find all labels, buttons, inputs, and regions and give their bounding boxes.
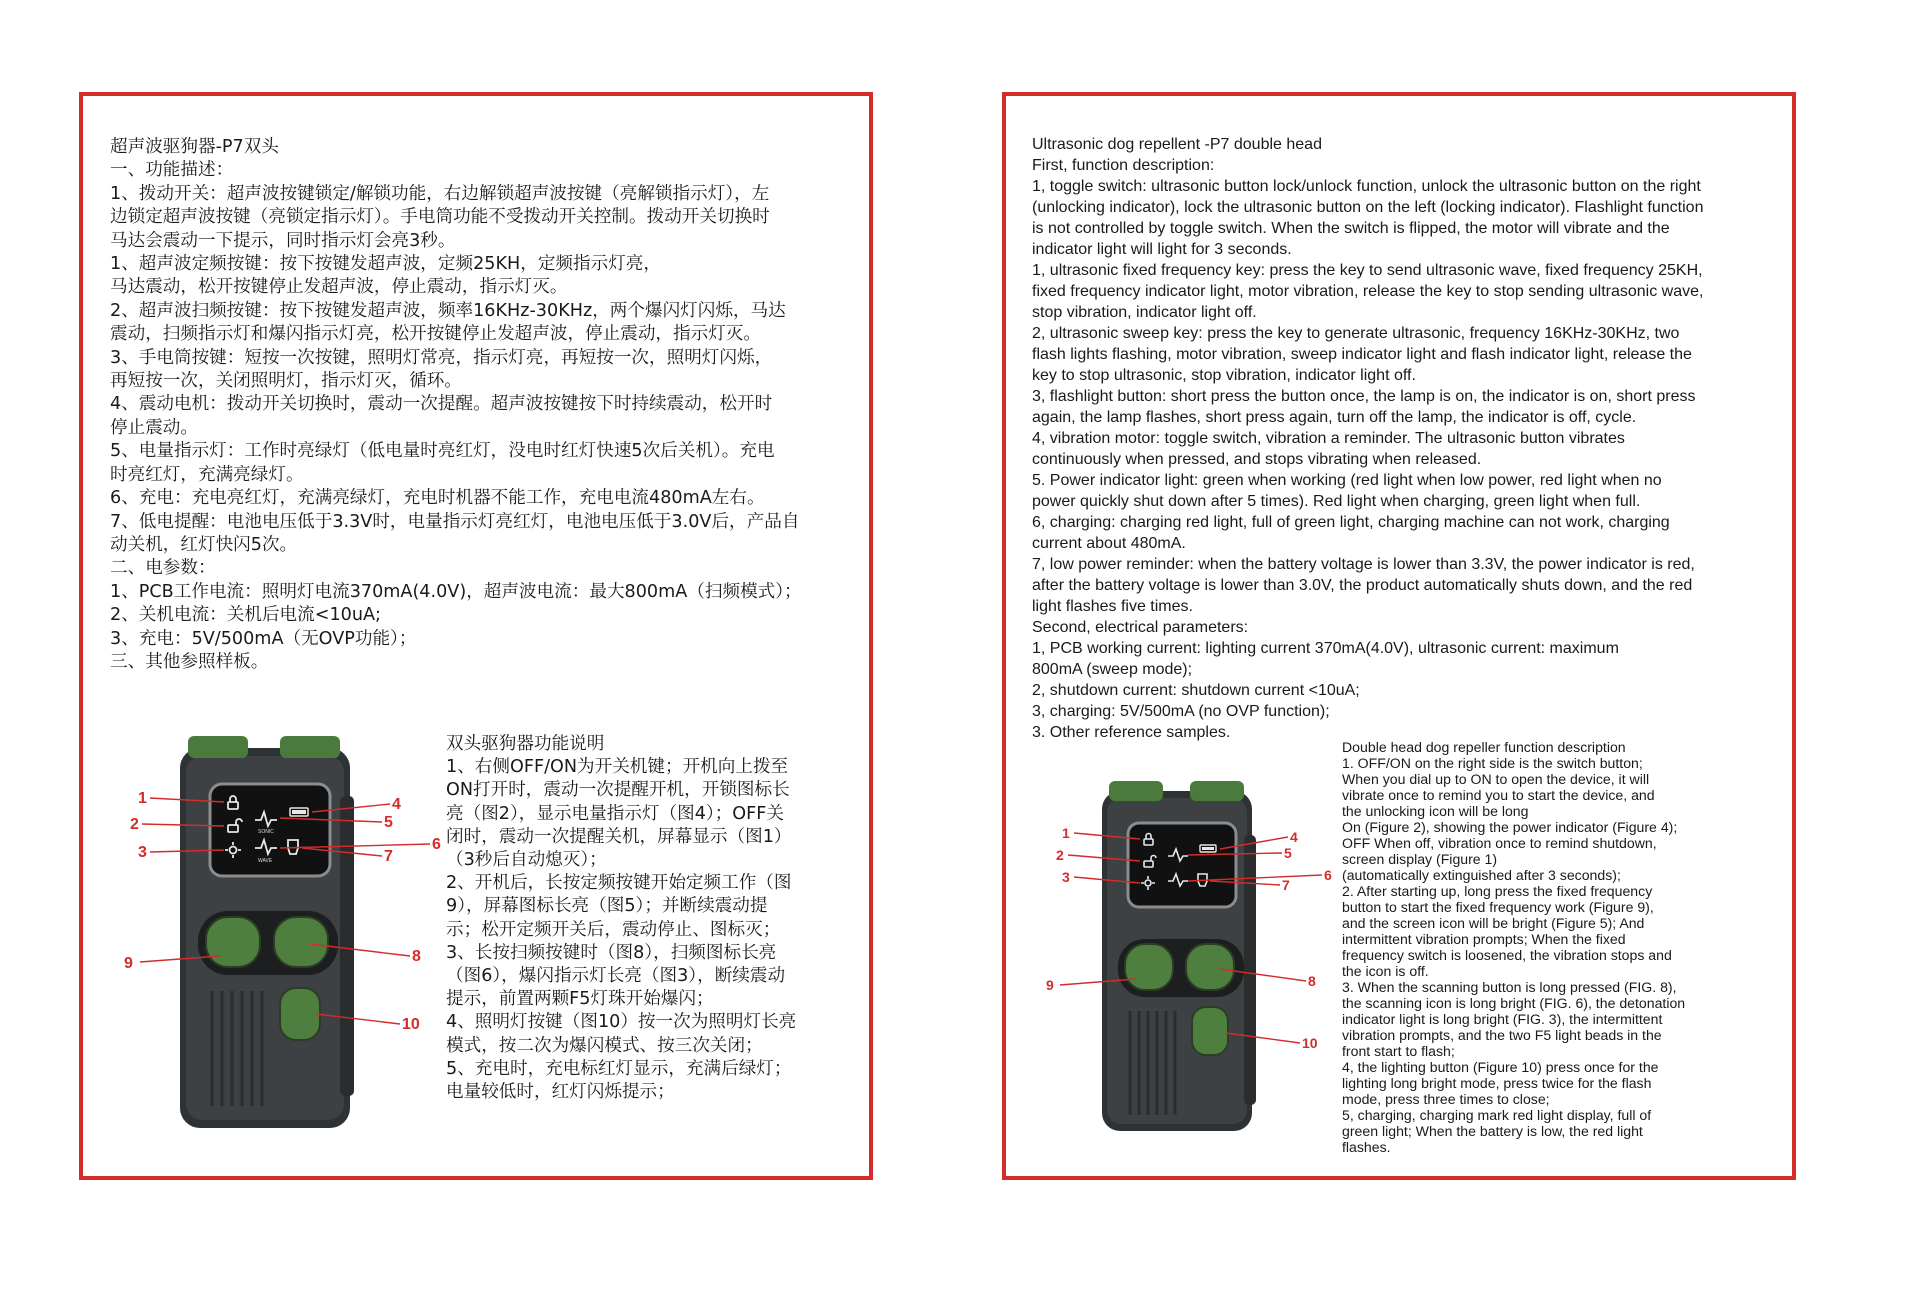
callout-8: 8 xyxy=(412,948,421,965)
text-line: 电量较低时，红灯闪烁提示； xyxy=(446,1082,675,1103)
text-line: 再短按一次，关闭照明灯，指示灯灭，循环。 xyxy=(110,371,462,392)
text-line: 7、低电提醒：电池电压低于3.3V时，电量指示灯亮红灯，电池电压低于3.0V后，产品自 xyxy=(110,511,800,532)
front-light-cap-left xyxy=(1109,781,1163,801)
text-line: ON打开时，震动一次提醒开机，开锁图标长 xyxy=(446,780,790,801)
english-manual-page xyxy=(1002,92,1796,1180)
text-line: 3. Other reference samples. xyxy=(1032,724,1231,741)
text-line: 闭时，震动一次提醒关机，屏幕显示（图1） xyxy=(446,826,792,847)
text-line: 马达震动，松开按键停止发超声波，停止震动，指示灯灭。 xyxy=(110,277,568,298)
text-line: 动关机，红灯快闪5次。 xyxy=(110,534,298,555)
callout-8: 8 xyxy=(1308,973,1316,989)
text-line: 3. When the scanning button is long pressed (FIG. 8), xyxy=(1342,979,1677,995)
text-line: Second, electrical parameters: xyxy=(1032,619,1249,636)
text-line: frequency switch is loosened, the vibration stops and xyxy=(1342,947,1672,963)
flashlight-button xyxy=(280,988,320,1040)
text-line: 超声波驱狗器-P7双头 xyxy=(110,137,279,157)
text-line: key to stop ultrasonic, stop vibration, indicator light off. xyxy=(1032,367,1416,384)
text-line: 1、右侧OFF/ON为开关机键；开机向上拨至 xyxy=(446,757,789,778)
callout-3: 3 xyxy=(138,844,147,861)
text-line: 4, the lighting button (Figure 10) press once for the xyxy=(1342,1059,1659,1075)
text-line: indicator light will light for 3 seconds. xyxy=(1032,241,1292,258)
text-line: 3, flashlight button: short press the button once, the lamp is on, the indicator is on, short press xyxy=(1032,388,1696,405)
text-line: When you dial up to ON to open the device, it will xyxy=(1342,771,1650,787)
text-line: 1、超声波定频按键：按下按键发超声波，定频25KH，定频指示灯亮， xyxy=(110,254,661,275)
text-line: 3、手电筒按键：短按一次按键，照明灯常亮，指示灯亮，再短按一次，照明灯闪烁， xyxy=(110,347,773,368)
text-line: flashes. xyxy=(1342,1139,1391,1155)
callout-2: 2 xyxy=(130,816,139,833)
text-line: 4, vibration motor: toggle switch, vibration a reminder. The ultrasonic button vibrates xyxy=(1032,430,1625,447)
device-diagram-right xyxy=(1044,781,1344,1141)
front-light-cap-right xyxy=(280,736,340,758)
text-line: 模式，按二次为爆闪模式、按三次关闭； xyxy=(446,1035,763,1056)
text-line: 3, charging: 5V/500mA (no OVP function); xyxy=(1032,703,1330,720)
text-line: （3秒后自动熄灭）； xyxy=(446,850,607,871)
text-line: 4、照明灯按键（图10）按一次为照明灯长亮 xyxy=(446,1012,797,1033)
text-line: 2, shutdown current: shutdown current <10uA; xyxy=(1032,682,1360,699)
callout-5: 5 xyxy=(384,814,393,831)
text-line: (unlocking indicator), lock the ultrasonic button on the left (locking indicator). Flashlight function xyxy=(1032,199,1704,216)
callout-10: 10 xyxy=(402,1016,420,1033)
text-line: 2. After starting up, long press the fixed frequency xyxy=(1342,883,1653,899)
text-line: 3、充电：5V/500mA（无OVP功能）； xyxy=(110,628,417,649)
text-line: 亮（图2），显示电量指示灯（图4）；OFF关 xyxy=(446,803,784,824)
text-line: Ultrasonic dog repellent -P7 double head xyxy=(1032,136,1322,153)
callout-1: 1 xyxy=(138,790,147,807)
callout-9: 9 xyxy=(1046,977,1054,993)
text-line: 1, toggle switch: ultrasonic button lock/unlock function, unlock the ultrasonic button on the right xyxy=(1032,178,1701,195)
callout-10: 10 xyxy=(1302,1035,1318,1051)
device-diagram-left xyxy=(120,736,450,1136)
text-line: 1, PCB working current: lighting current 370mA(4.0V), ultrasonic current: maximum xyxy=(1032,640,1619,657)
wave-label: WAVE xyxy=(258,858,273,864)
callout-6: 6 xyxy=(432,836,441,853)
sweep-frequency-button xyxy=(274,917,328,967)
text-line: 边锁定超声波按键（亮锁定指示灯）。手电筒功能不受拨动开关控制。拨动开关切换时 xyxy=(110,207,770,228)
callout-4: 4 xyxy=(392,796,401,813)
text-line: 800mA (sweep mode); xyxy=(1032,661,1193,678)
chinese-function-text xyxy=(446,733,796,1104)
text-line: 5, charging, charging mark red light display, full of xyxy=(1342,1107,1652,1123)
text-line: is not controlled by toggle switch. When the switch is flipped, the motor will vibrate and the xyxy=(1032,220,1670,237)
text-line: current about 480mA. xyxy=(1032,535,1186,552)
sweep-frequency-button xyxy=(1186,944,1234,990)
text-line: again, the lamp flashes, short press again, turn off the lamp, the indicator is off, cycle. xyxy=(1032,409,1637,426)
callout-7: 7 xyxy=(384,848,393,865)
text-line: screen display (Figure 1) xyxy=(1342,851,1498,867)
flashlight-button xyxy=(1192,1007,1228,1055)
text-line: button to start the fixed frequency work (Figure 9), xyxy=(1342,899,1654,915)
text-line: fixed frequency indicator light, motor vibration, release the key to stop sending ultrasonic wave, xyxy=(1032,283,1704,300)
text-line: （图6），爆闪指示灯长亮（图3），断续震动 xyxy=(446,966,786,987)
text-line: and the screen icon will be bright (Figure 5); And xyxy=(1342,915,1645,931)
text-line: intermittent vibration prompts; When the fixed xyxy=(1342,931,1626,947)
text-line: 2, ultrasonic sweep key: press the key to generate ultrasonic, frequency 16KHz-30KHz, two xyxy=(1032,325,1680,342)
english-spec-text xyxy=(1032,134,1703,743)
callout-6: 6 xyxy=(1324,867,1332,883)
text-line: power quickly shut down after 5 times). Red light when charging, green light when full. xyxy=(1032,493,1641,510)
text-line: 4、震动电机：拨动开关切换时，震动一次提醒。超声波按键按下时持续震动，松开时 xyxy=(110,394,773,415)
callout-1: 1 xyxy=(1062,825,1070,841)
text-line: continuously when pressed, and stops vibrating when released. xyxy=(1032,451,1482,468)
callout-5: 5 xyxy=(1284,845,1292,861)
text-line: 震动，扫频指示灯和爆闪指示灯亮，松开按键停止发超声波，停止震动，指示灯灭。 xyxy=(110,324,761,345)
text-line: 三、其他参照样板。 xyxy=(110,651,269,672)
text-line: 二、电参数： xyxy=(110,558,216,579)
text-line: 马达会震动一下提示，同时指示灯会亮3秒。 xyxy=(110,230,456,251)
callout-3: 3 xyxy=(1062,869,1070,885)
chinese-spec-text xyxy=(110,136,802,674)
text-line: Double head dog repeller function description xyxy=(1342,739,1626,755)
chinese-manual-page xyxy=(79,92,873,1180)
text-line: 6、充电：充电亮红灯，充满亮绿灯，充电时机器不能工作，充电电流480mA左右。 xyxy=(110,488,765,509)
callout-9: 9 xyxy=(124,955,133,972)
text-line: On (Figure 2), showing the power indicator (Figure 4); xyxy=(1342,819,1678,835)
text-line: green light; When the battery is low, the red light xyxy=(1342,1123,1643,1139)
text-line: 1、PCB工作电流：照明灯电流370mA(4.0V)，超声波电流：最大800mA（扫频模式）； xyxy=(110,581,802,602)
text-line: 一、功能描述： xyxy=(110,160,234,181)
text-line: 7, low power reminder: when the battery voltage is lower than 3.3V, the power indicator is red, xyxy=(1032,556,1695,573)
text-line: the icon is off. xyxy=(1342,963,1429,979)
text-line: the scanning icon is long bright (FIG. 6), the detonation xyxy=(1342,995,1686,1011)
fixed-frequency-button xyxy=(1125,944,1173,990)
english-function-text xyxy=(1342,739,1685,1155)
callout-7: 7 xyxy=(1282,877,1290,893)
text-line: 时亮红灯，充满亮绿灯。 xyxy=(110,464,304,485)
fixed-frequency-button xyxy=(206,917,260,967)
text-line: the unlocking icon will be long xyxy=(1342,803,1529,819)
text-line: mode, press three times to close; xyxy=(1342,1091,1550,1107)
text-line: 3、长按扫频按键时（图8），扫频图标长亮 xyxy=(446,942,777,963)
text-line: after the battery voltage is lower than 3.0V, the product automatically shuts down, and the red xyxy=(1032,577,1693,594)
text-line: 1、拨动开关：超声波按键锁定/解锁功能，右边解锁超声波按键（亮解锁指示灯），左 xyxy=(110,183,770,204)
text-line: 9），屏幕图标长亮（图5）；并断续震动提 xyxy=(446,896,768,917)
text-line: OFF When off, vibration once to remind shutdown, xyxy=(1342,835,1657,851)
text-line: 停止震动。 xyxy=(110,417,198,438)
text-line: 示；松开定频开关后，震动停止、图标灭； xyxy=(446,919,781,940)
text-line: 2、关机电流：关机后电流<10uA; xyxy=(110,605,381,626)
text-line: 2、超声波扫频按键：按下按键发超声波，频率16KHz-30KHz，两个爆闪灯闪烁，马达 xyxy=(110,300,786,321)
text-line: First, function description: xyxy=(1032,157,1215,174)
sonic-label: SONIC xyxy=(258,829,274,835)
text-line: 提示，前置两颗F5灯珠开始爆闪； xyxy=(446,989,714,1010)
text-line: vibration prompts, and the two F5 light beads in the xyxy=(1342,1027,1662,1043)
text-line: indicator light is long bright (FIG. 3), the intermittent xyxy=(1342,1011,1663,1027)
text-line: flash lights flashing, motor vibration, sweep indicator light and flash indicator light, release the xyxy=(1032,346,1692,363)
text-line: 5. Power indicator light: green when working (red light when low power, red light when no xyxy=(1032,472,1662,489)
text-line: 5、电量指示灯：工作时亮绿灯（低电量时亮红灯，没电时红灯快速5次后关机）。充电 xyxy=(110,441,775,462)
text-line: 2、开机后，长按定频按键开始定频工作（图 xyxy=(446,873,792,894)
callout-2: 2 xyxy=(1056,847,1064,863)
front-light-cap-left xyxy=(188,736,248,758)
front-light-cap-right xyxy=(1190,781,1244,801)
text-line: 1, ultrasonic fixed frequency key: press the key to send ultrasonic wave, fixed frequency 25KH, xyxy=(1032,262,1703,279)
callout-4: 4 xyxy=(1290,829,1298,845)
text-line: 1. OFF/ON on the right side is the switch button; xyxy=(1342,755,1643,771)
text-line: light flashes five times. xyxy=(1032,598,1193,615)
text-line: front start to flash; xyxy=(1342,1043,1455,1059)
text-line: 6, charging: charging red light, full of green light, charging machine can not work, charging xyxy=(1032,514,1670,531)
text-line: 5、充电时，充电标红灯显示，充满后绿灯； xyxy=(446,1058,792,1079)
text-line: stop vibration, indicator light off. xyxy=(1032,304,1257,321)
text-line: (automatically extinguished after 3 seconds); xyxy=(1342,867,1621,883)
text-line: lighting long bright mode, press twice for the flash xyxy=(1342,1075,1652,1091)
text-line: vibrate once to remind you to start the device, and xyxy=(1342,787,1655,803)
text-line: 双头驱狗器功能说明 xyxy=(446,734,605,754)
